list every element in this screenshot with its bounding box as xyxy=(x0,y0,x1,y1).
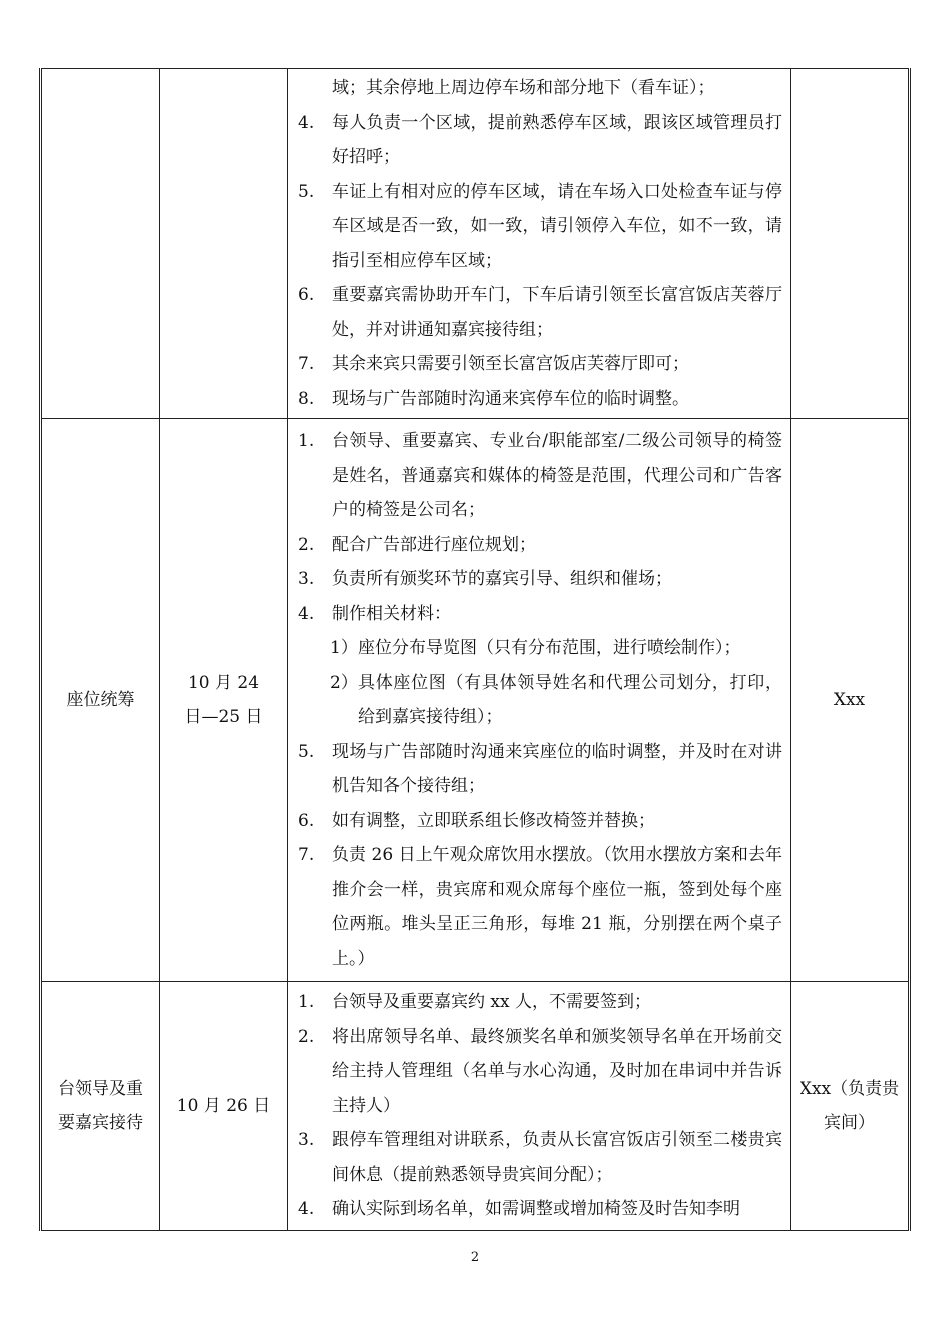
date-cell xyxy=(160,419,288,982)
list-item: 2. 配合广告部进行座位规划； xyxy=(298,534,536,555)
list-item: 2. 将出席领导名单、最终颁奖名单和颁奖领导名单在开场前交给主持人管理组（名单与水心沟通，及时加在串词中并告诉主持人） xyxy=(298,1026,782,1116)
list-item: 7. 负责 26 日上午观众席饮用水摆放。（饮用水摆放方案和去年推介会一样，贵宾席和观众席每个座位一瓶，签到处每个座位两瓶。堆头呈正三角形，每堆 21 瓶，分别摆在两个桌子上。） xyxy=(298,845,782,969)
list-item: 5. 车证上有相对应的停车区域，请在车场入口处检查车证与停车区域是否一致，如一致，请引领停入车位，如不一致，请指引至相应停车区域； xyxy=(298,181,782,271)
owner-cell xyxy=(791,69,910,419)
sub-list-item: 1） 座位分布导览图（只有分布范围，进行喷绘制作）； xyxy=(330,638,741,658)
owner-cell: Xxx xyxy=(791,419,910,982)
list-item: 3. 跟停车管理组对讲联系，负责从长富宫饭店引领至二楼贵宾间休息（提前熟悉领导贵宾间分配）； xyxy=(298,1130,782,1185)
list-item: 3. 负责所有颁奖环节的嘉宾引导、组织和催场； xyxy=(298,569,672,589)
sub-list-item: 2） 具体座位图（有具体领导姓名和代理公司划分，打印，给到嘉宾接待组）； xyxy=(330,672,782,727)
table-row xyxy=(41,69,910,419)
list-item: 7. 其余来宾只需要引领至长富宫饭店芙蓉厅即可； xyxy=(298,354,689,374)
list-item: 8. 现场与广告部随时沟通来宾停车位的临时调整。 xyxy=(298,388,689,409)
task-name-cell xyxy=(41,982,160,1231)
list-item: 6. 如有调整，立即联系组长修改椅签并替换； xyxy=(298,810,655,831)
task-name: 台领导及重要嘉宾接待 xyxy=(58,1079,143,1133)
owner-text: Xxx（负责贵宾间） xyxy=(799,1079,900,1133)
list-item: 5. 现场与广告部随时沟通来宾座位的临时调整，并及时在对讲机告知各个接待组； xyxy=(298,741,782,796)
page-number: 2 xyxy=(470,1250,480,1265)
list-item: 4. 每人负责一个区域，提前熟悉停车区域，跟该区域管理员打好招呼； xyxy=(298,112,782,167)
table-row xyxy=(41,419,910,982)
date-cell xyxy=(160,69,288,419)
table-row xyxy=(41,982,910,1231)
owner-cell xyxy=(791,982,910,1231)
task-name-cell xyxy=(41,419,160,982)
list-item: 4. 制作相关材料： xyxy=(298,603,451,624)
content-cell xyxy=(288,982,791,1231)
date-cell: 10 月 26 日 xyxy=(160,982,288,1231)
task-name: 座位统筹 xyxy=(66,690,135,710)
list-item: 1. 台领导、重要嘉宾、专业台/职能部室/二级公司领导的椅签是姓名，普通嘉宾和媒体的椅签是范围，代理公司和广告客户的椅签是公司名； xyxy=(298,431,782,520)
date-text: 10 月 24 日—25 日 xyxy=(184,673,263,727)
list-item: 6. 重要嘉宾需协助开车门，下车后请引领至长富宫饭店芙蓉厅处，并对讲通知嘉宾接待组； xyxy=(298,285,782,340)
content-cell xyxy=(288,419,791,982)
task-name-cell xyxy=(41,69,160,419)
list-item: 域；其余停地上周边停车场和部分地下（看车证）； xyxy=(332,78,715,98)
list-item: 1. 台领导及重要嘉宾约 xx 人，不需要签到； xyxy=(298,992,651,1013)
list-item: 4. 确认实际到场名单，如需调整或增加椅签及时告知李明 xyxy=(298,1199,740,1220)
task-table xyxy=(39,68,911,1231)
content-cell xyxy=(288,69,791,419)
